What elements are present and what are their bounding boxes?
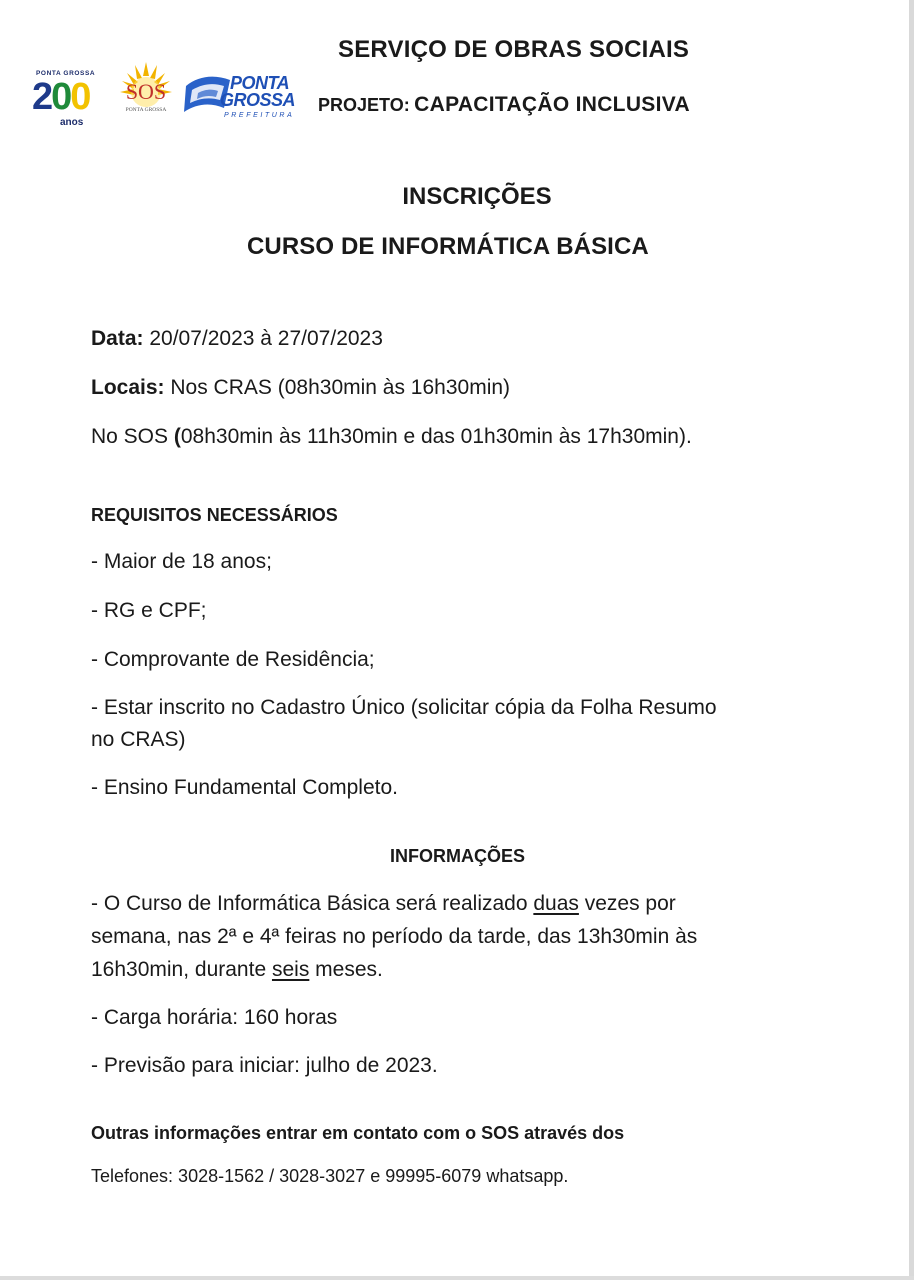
workload-line: - Carga horária: 160 horas (91, 1006, 338, 1029)
list-item-continuation: no CRAS) (91, 728, 186, 751)
date-value: 20/07/2023 à 27/07/2023 (149, 327, 383, 350)
prefeitura-logo-line3: PREFEITURA (224, 112, 295, 119)
page-edge-bottom (0, 1276, 914, 1280)
contact-heading: Outras informações entrar em contato com o SOS através dos (91, 1123, 625, 1143)
schedule-line-3: 16h30min, durante seis meses. (91, 958, 383, 981)
page-title: INSCRIÇÕES (402, 183, 552, 210)
underlined-duas: duas (533, 892, 579, 915)
project-label: PROJETO: (318, 95, 410, 115)
schedule-line-1: - O Curso de Informática Básica será realizado duas vezes por (91, 892, 676, 915)
sos-logo-subtitle: PONTA GROSSA (125, 107, 167, 113)
logo-group (30, 60, 305, 130)
requirements-heading: REQUISITOS NECESSÁRIOS (91, 505, 338, 525)
sos-logo-text: SOS (125, 79, 167, 104)
locations-sos-line: No SOS (08h30min às 11h30min e das 01h30min às 17h30min). (91, 425, 692, 448)
project-name: CAPACITAÇÃO INCLUSIVA (414, 93, 690, 116)
prefeitura-logo-line2: GROSSA (220, 90, 296, 110)
anniversary-city: PONTA GROSSA (36, 70, 96, 77)
sos-logo (116, 60, 176, 124)
date-label: Data: (91, 327, 144, 350)
list-item: - Maior de 18 anos; (91, 550, 272, 573)
prefeitura-logo-line1: PONTA (230, 73, 290, 93)
information-heading: INFORMAÇÕES (390, 846, 525, 866)
underlined-seis: seis (271, 958, 310, 981)
anniversary-suffix: anos (60, 117, 84, 128)
locations-cras: Nos CRAS (08h30min às 16h30min) (170, 376, 511, 399)
organization-title: SERVIÇO DE OBRAS SOCIAIS (338, 36, 690, 63)
list-item: - Estar inscrito no Cadastro Único (solicitar cópia da Folha Resumo (91, 696, 717, 719)
anniversary-number: 200 (32, 76, 90, 118)
locations-line (91, 371, 510, 404)
project-line (318, 93, 690, 117)
prefeitura-logo (184, 68, 304, 128)
list-item: - Ensino Fundamental Completo. (91, 776, 398, 799)
start-line: - Previsão para iniciar: julho de 2023. (91, 1054, 438, 1077)
list-item: - RG e CPF; (91, 599, 207, 622)
course-title: CURSO DE INFORMÁTICA BÁSICA (247, 233, 649, 260)
contact-phones: Telefones: 3028-1562 / 3028-3027 e 99995-6079 whatsapp. (91, 1166, 569, 1186)
locations-label: Locais: (91, 376, 165, 399)
date-line (91, 322, 383, 355)
list-item: - Comprovante de Residência; (91, 648, 375, 671)
schedule-line-2: semana, nas 2ª e 4ª feiras no período da tarde, das 13h30min às (91, 925, 698, 948)
page-edge-right (909, 0, 914, 1280)
anniversary-200-logo (30, 70, 110, 132)
